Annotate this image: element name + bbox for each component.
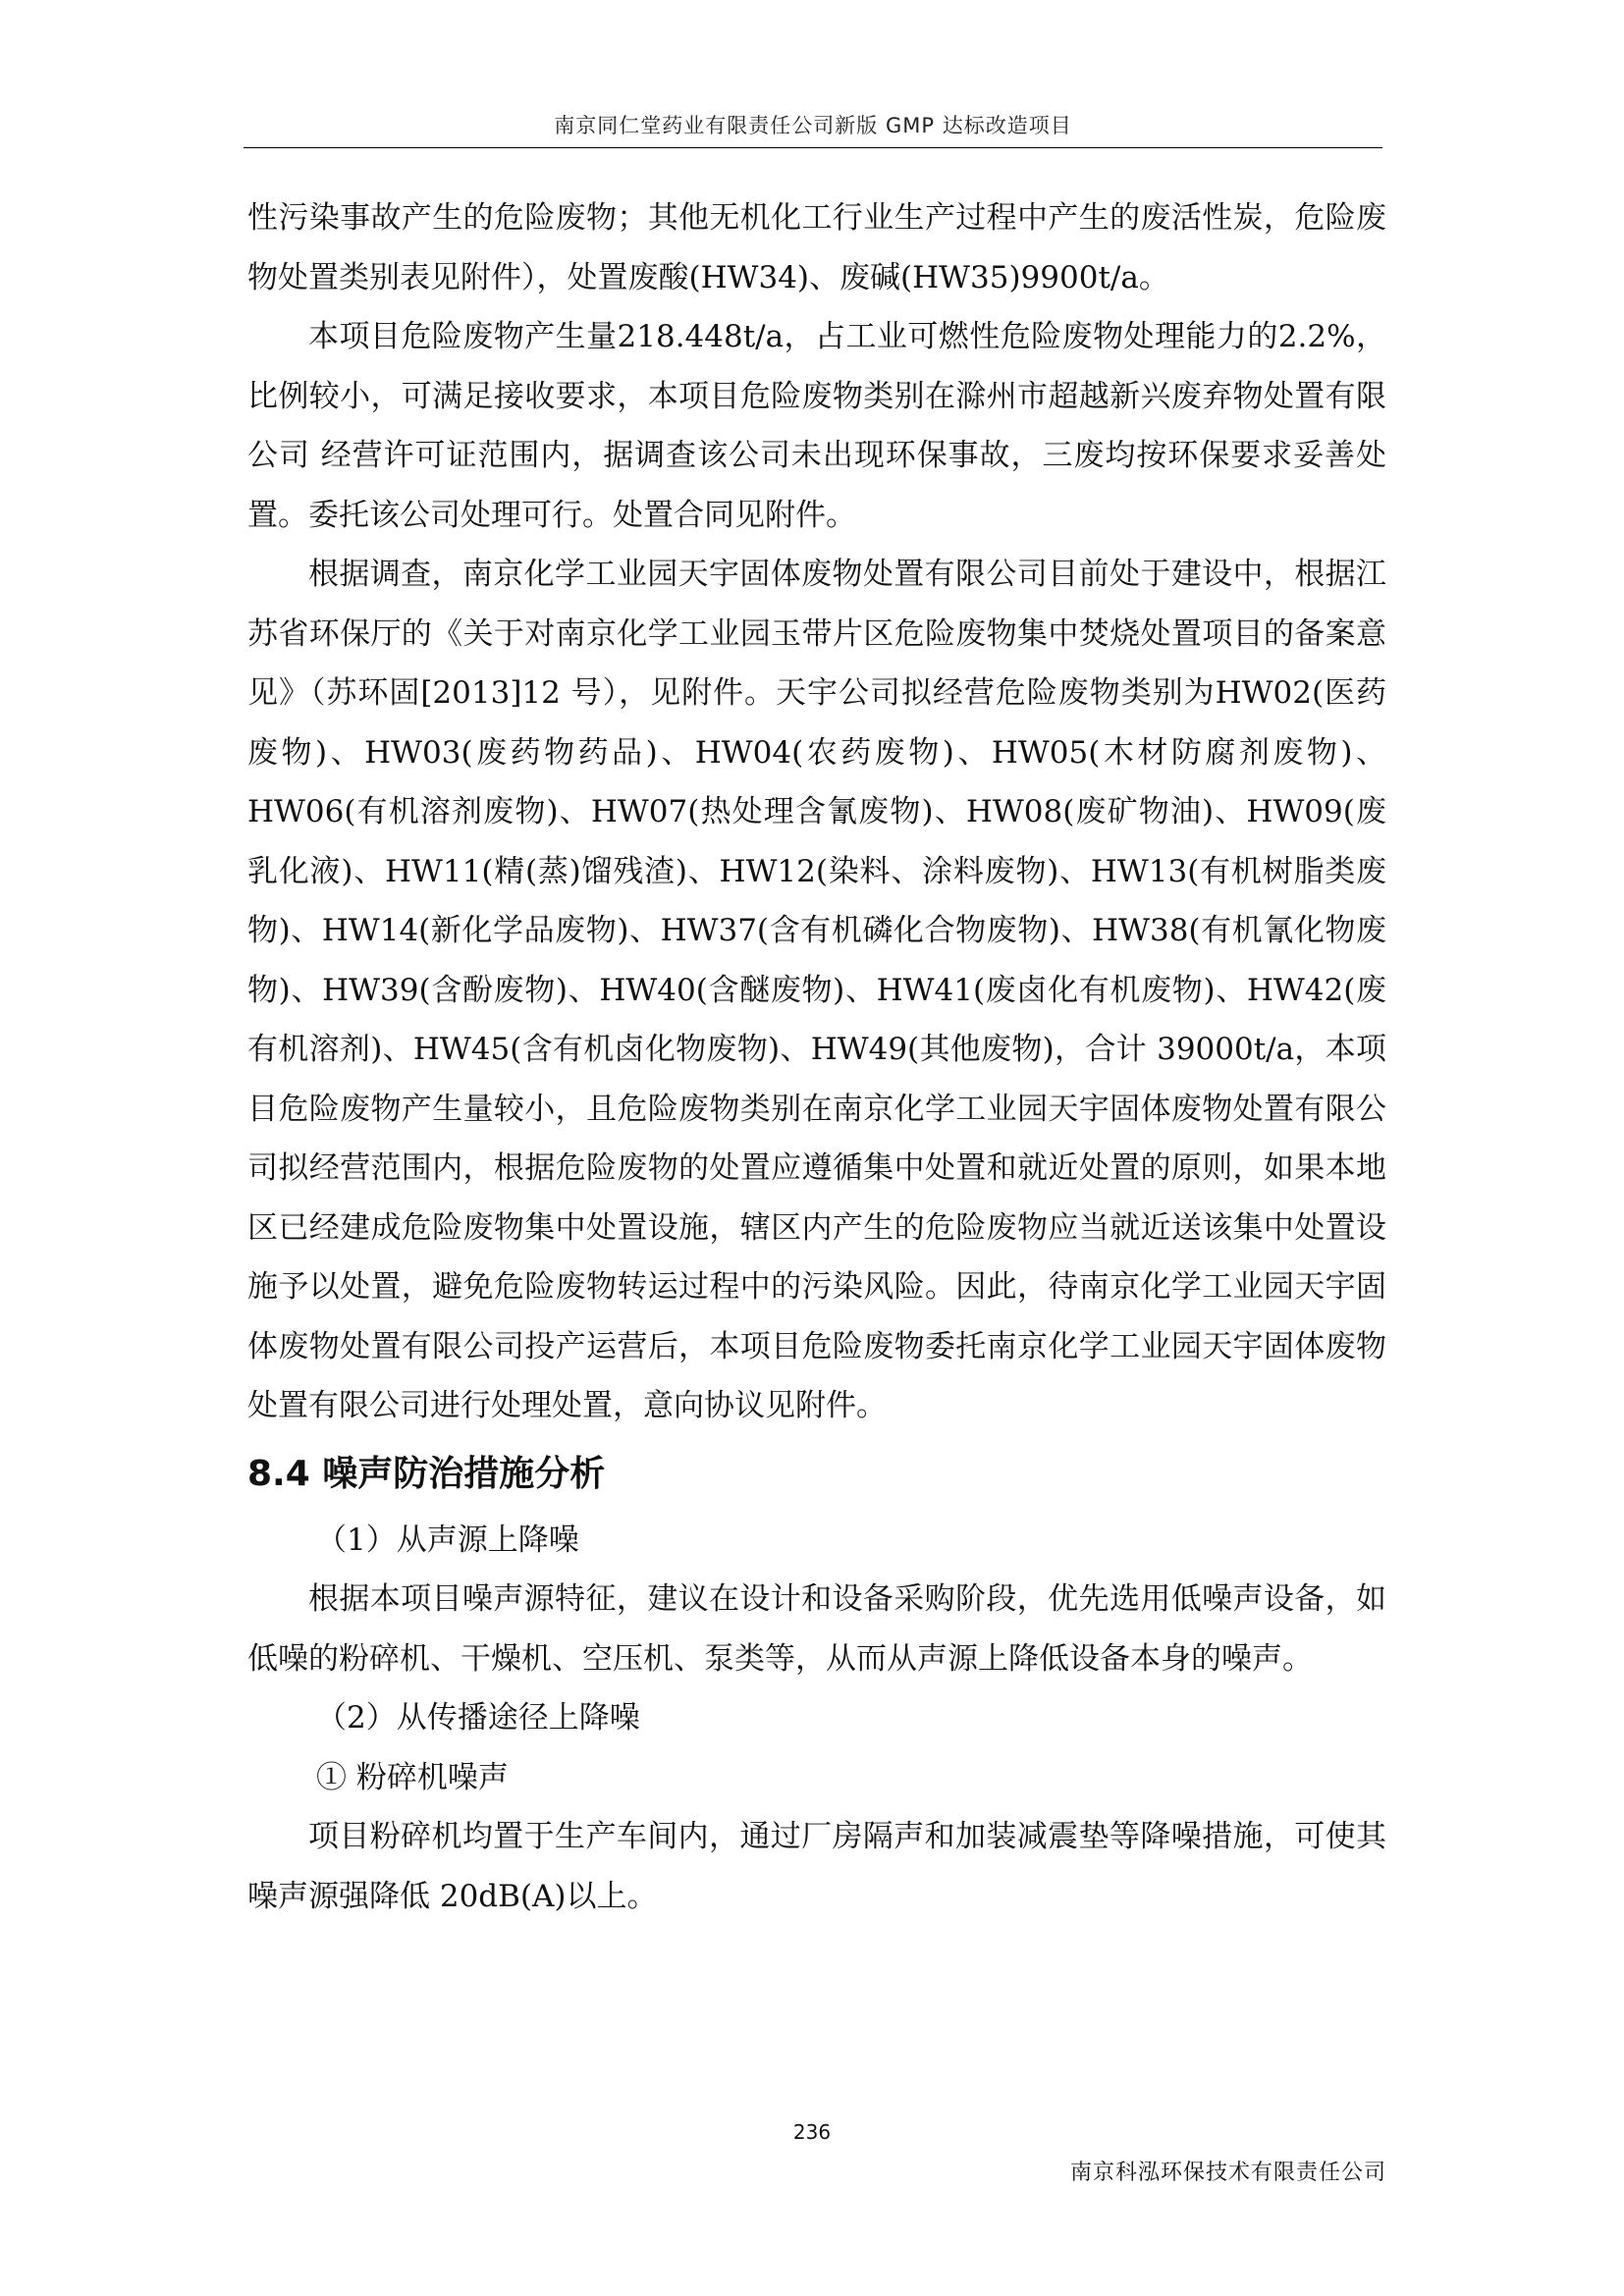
paragraph: 项目粉碎机均置于生产车间内，通过厂房隔声和加装减震垫等降噪措施，可使其噪声源强降低 20dB(A)以上。 — [247, 1819, 1386, 1914]
paragraph: 根据本项目噪声源特征，建议在设计和设备采购阶段，优先选用低噪声设备，如低噪的粉碎机、干燥机、空压机、泵类等，从而从声源上降低设备本身的噪声。 — [247, 1581, 1386, 1677]
page-header-title: 南京同仁堂药业有限责任公司新版 GMP 达标改造项目 — [554, 114, 1072, 137]
section-heading: 8.4 噪声防治措施分析 — [247, 1453, 606, 1494]
subheading: ① 粉碎机噪声 — [316, 1759, 509, 1795]
footer-company: 南京科泓环保技术有限责任公司 — [1069, 2161, 1386, 2185]
subheading: （1）从声源上降噪 — [316, 1522, 579, 1558]
paragraph: 本项目危险废物产生量218.448t/a，占工业可燃性危险废物处理能力的2.2%，比例较小，可满足接收要求，本项目危险废物类别在滁州市超越新兴废弃物处置有限 公司 经营许可证范围内，据调查该公司未出现环保事故，三废均按环保要求妥善处置。委托该公司处理可行。处置合同见附件。 — [247, 319, 1386, 533]
page-number: 236 — [792, 2120, 832, 2144]
paragraph: 性污染事故产生的危险废物；其他无机化工行业生产过程中产生的废活性炭，危险废物处置类别表见附件），处置废酸(HW34)、废碱(HW35)9900t/a。 — [247, 200, 1386, 295]
subheading: （2）从传播途径上降噪 — [316, 1700, 640, 1735]
document-body — [247, 188, 1386, 1926]
header-divider — [244, 147, 1382, 148]
paragraph: 根据调查，南京化学工业园天宇固体废物处置有限公司目前处于建设中，根据江苏省环保厅的《关于对南京化学工业园玉带片区危险废物集中焚烧处置项目的备案意见》（苏环固[2013]12 号），见附件。天宇公司拟经营危险废物类别为HW02(医药废物)、HW03(废药物药品)、HW04(农药废物)、HW05(木材防腐剂废物)、HW06(有机溶剂废物)、HW07(热处理含氰废物)、HW08(废矿物油)、HW09(废乳化液)、HW11(精(蒸)馏残渣)、HW12(染料、涂料废物)、HW13(有机树脂类废物)、HW14(新化学品废物)、HW37(含有机磷化合物废物)、HW38(有机氰化物废物)、HW39(含酚废物)、HW40(含醚废物)、HW41(废卤化有机废物)、HW42(废有机溶剂)、HW45(含有机卤化物废物)、HW49(其他废物)，合计 39000t/a，本项目危险废物产生量较小，且危险废物类别在南京化学工业园天宇固体废物处置有限公司拟经营范围内，根据危险废物的处置应遵循集中处置和就近处置的原则，如果本地区已经建成危险废物集中处置设施，辖区内产生的危险废物应当就近送该集中处置设施予以处置，避免危险废物转运过程中的污染风险。因此，待南京化学工业园天宇固体废物处置有限公司投产运营后，本项目危险废物委托南京化学工业园天宇固体废物处置有限公司进行处理处置，意向协议见附件。 — [247, 557, 1386, 1423]
